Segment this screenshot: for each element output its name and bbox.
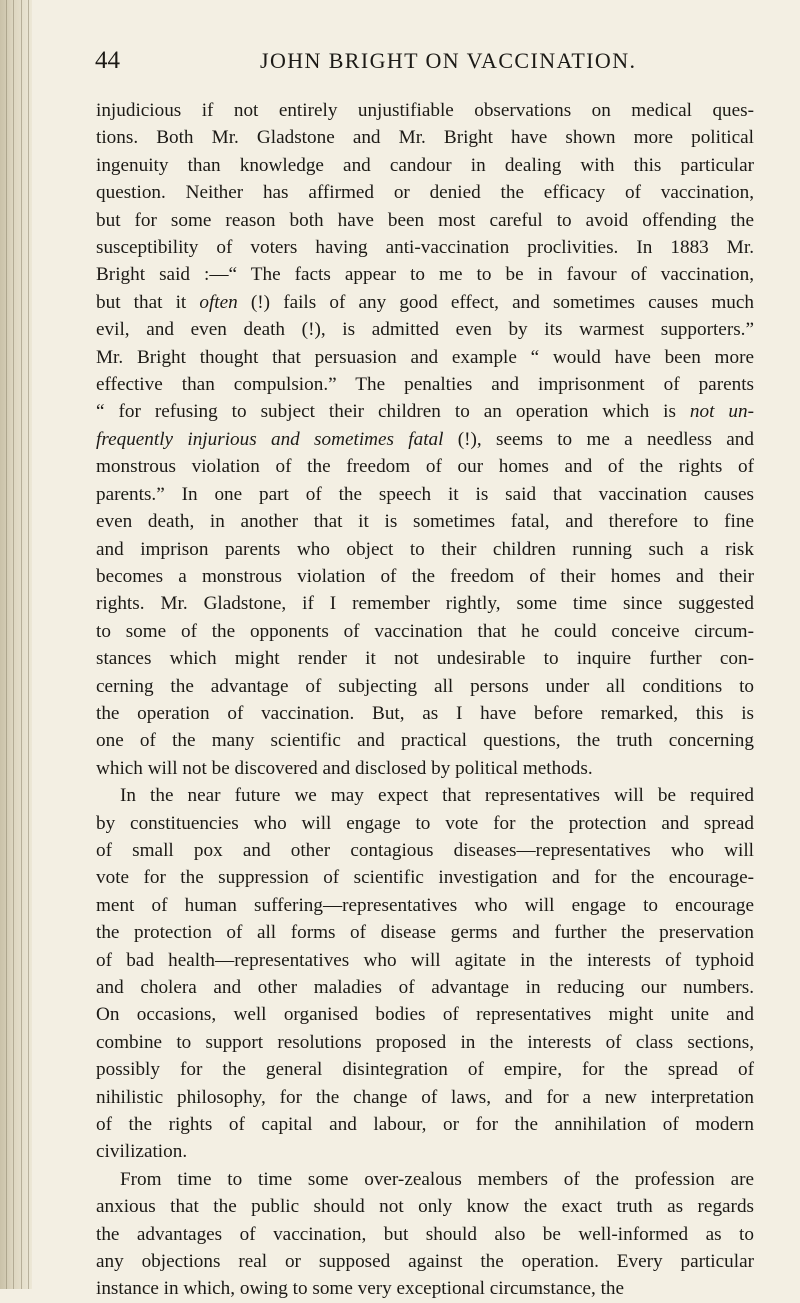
text-line <box>96 810 754 837</box>
text-run: by constituencies who will engage to vote for the protection and spread <box>96 812 754 834</box>
text-line <box>96 261 754 288</box>
text-run: of bad health—representatives who will agitate in the interests of typhoid <box>96 949 754 971</box>
text-run: which will not be discovered and disclosed by political methods. <box>96 757 593 779</box>
text-line <box>96 1138 754 1165</box>
text-line <box>96 590 754 617</box>
text-run: evil, and even death (!), is admitted even by its warmest supporters.” <box>96 319 754 341</box>
text-line <box>96 563 754 590</box>
text-line <box>96 152 754 179</box>
text-run: one of the many scientific and practical questions, the truth concerning <box>96 730 754 752</box>
text-run: parents.” In one part of the speech it is said that vaccination causes <box>96 483 754 505</box>
text-run: stances which might render it not undesirable to inquire further con- <box>96 648 754 670</box>
paragraph <box>96 1166 754 1303</box>
italic-text: often <box>199 291 238 313</box>
text-run: monstrous violation of the freedom of our homes and of the rights of <box>96 456 754 478</box>
text-run: Mr. Bright thought that persuasion and example “ would have been more <box>96 346 754 368</box>
text-line <box>96 1221 754 1248</box>
text-line <box>96 782 754 809</box>
text-run: the operation of vaccination. But, as I have before remarked, this is <box>96 702 754 724</box>
text-run: nihilistic philosophy, for the change of laws, and for a new interpretation <box>96 1086 754 1108</box>
text-line <box>96 755 754 782</box>
text-run: susceptibility of voters having anti-vaccination proclivities. In 1883 Mr. <box>96 237 754 259</box>
text-run: any objections real or supposed against the operation. Every particular <box>96 1251 754 1273</box>
running-title: JOHN BRIGHT ON VACCINATION. <box>260 48 637 73</box>
gutter-line <box>6 0 7 1289</box>
text-line <box>96 864 754 891</box>
text-line <box>96 1166 754 1193</box>
text-line <box>96 371 754 398</box>
text-line <box>96 97 754 124</box>
text-line <box>96 618 754 645</box>
text-line <box>96 1029 754 1056</box>
gutter-line <box>28 0 29 1289</box>
text-line <box>96 426 754 453</box>
text-run: even death, in another that it is sometimes fatal, and therefore to fine <box>96 511 754 533</box>
text-line <box>96 1111 754 1138</box>
text-run: effective than compulsion.” The penalties and imprisonment of parents <box>96 374 754 396</box>
gutter-line <box>21 0 22 1289</box>
text-run: but that it <box>96 291 200 313</box>
text-line <box>96 1275 754 1302</box>
text-run: to some of the opponents of vaccination that he could conceive circum- <box>96 620 754 642</box>
text-run: civilization. <box>96 1141 188 1163</box>
text-run: In the near future we may expect that representatives will be required <box>120 785 754 807</box>
text-run: Bright said :—“ The facts appear to me to be in favour of vaccination, <box>96 264 754 286</box>
text-line <box>96 974 754 1001</box>
text-run: vote for the suppression of scientific investigation and for the encourage- <box>96 867 754 889</box>
text-run: tions. Both Mr. Gladstone and Mr. Bright have shown more political <box>96 127 754 149</box>
text-line <box>96 1248 754 1275</box>
text-run: the protection of all forms of disease germs and further the preservation <box>96 922 754 944</box>
text-line <box>96 398 754 425</box>
text-line <box>96 289 754 316</box>
text-line <box>96 919 754 946</box>
text-run: of small pox and other contagious diseases—representatives who will <box>96 839 754 861</box>
body-text <box>96 97 754 1303</box>
text-line <box>96 645 754 672</box>
text-line <box>96 179 754 206</box>
text-run: combine to support resolutions proposed in the interests of class sections, <box>96 1031 754 1053</box>
text-run: and cholera and other maladies of advantage in reducing our numbers. <box>96 977 754 998</box>
text-line <box>96 508 754 535</box>
text-line <box>96 727 754 754</box>
text-line <box>96 234 754 261</box>
text-run: possibly for the general disintegration of empire, for the spread of <box>96 1059 754 1081</box>
italic-text: frequently injurious and sometimes fatal <box>96 428 444 450</box>
text-line <box>96 124 754 151</box>
text-run: and imprison parents who object to their children running such a risk <box>96 538 754 560</box>
text-line <box>96 892 754 919</box>
text-line <box>96 673 754 700</box>
text-run: ingenuity than knowledge and candour in dealing with this particular <box>96 154 754 176</box>
text-line <box>96 947 754 974</box>
text-line <box>96 207 754 234</box>
italic-text: not un- <box>689 401 754 423</box>
paragraph <box>96 782 754 1166</box>
text-line <box>96 536 754 563</box>
text-line <box>96 700 754 727</box>
text-run: question. Neither has affirmed or denied the efficacy of vaccination, <box>96 182 754 204</box>
book-gutter <box>0 0 32 1289</box>
text-line <box>96 481 754 508</box>
text-run: anxious that the public should not only know the exact truth as regards <box>96 1196 754 1218</box>
text-run: instance in which, owing to some very exceptional circumstance, the <box>96 1278 625 1300</box>
text-run: rights. Mr. Gladstone, if I remember rightly, some time since suggested <box>96 593 754 615</box>
text-line <box>96 1084 754 1111</box>
text-line <box>96 453 754 480</box>
text-line <box>96 1001 754 1028</box>
text-line <box>96 316 754 343</box>
text-run: the advantages of vaccination, but should also be well-informed as to <box>96 1223 754 1245</box>
page-number: 44 <box>95 47 120 74</box>
text-run: but for some reason both have been most careful to avoid offending the <box>96 209 754 231</box>
text-run: ment of human suffering—representatives who will engage to encourage <box>96 894 754 916</box>
paragraph <box>96 97 754 782</box>
text-line <box>96 837 754 864</box>
text-run: From time to time some over-zealous members of the profession are <box>120 1168 754 1190</box>
gutter-line <box>13 0 14 1289</box>
text-run: injudicious if not entirely unjustifiable observations on medical ques- <box>96 100 754 121</box>
text-line <box>96 344 754 371</box>
text-run: becomes a monstrous violation of the freedom of their homes and their <box>96 565 754 587</box>
text-run: of the rights of capital and labour, or for the annihilation of modern <box>96 1114 754 1136</box>
page-header <box>95 44 705 78</box>
text-line <box>96 1193 754 1220</box>
text-line <box>96 1056 754 1083</box>
text-run: cerning the advantage of subjecting all persons under all conditions to <box>96 675 754 697</box>
text-run: “ for refusing to subject their children to an operation which is <box>96 401 690 423</box>
text-run: (!), seems to me a needless and <box>443 428 754 450</box>
text-run: (!) fails of any good effect, and sometimes causes much <box>237 291 754 313</box>
text-run: On occasions, well organised bodies of representatives might unite and <box>96 1004 754 1026</box>
